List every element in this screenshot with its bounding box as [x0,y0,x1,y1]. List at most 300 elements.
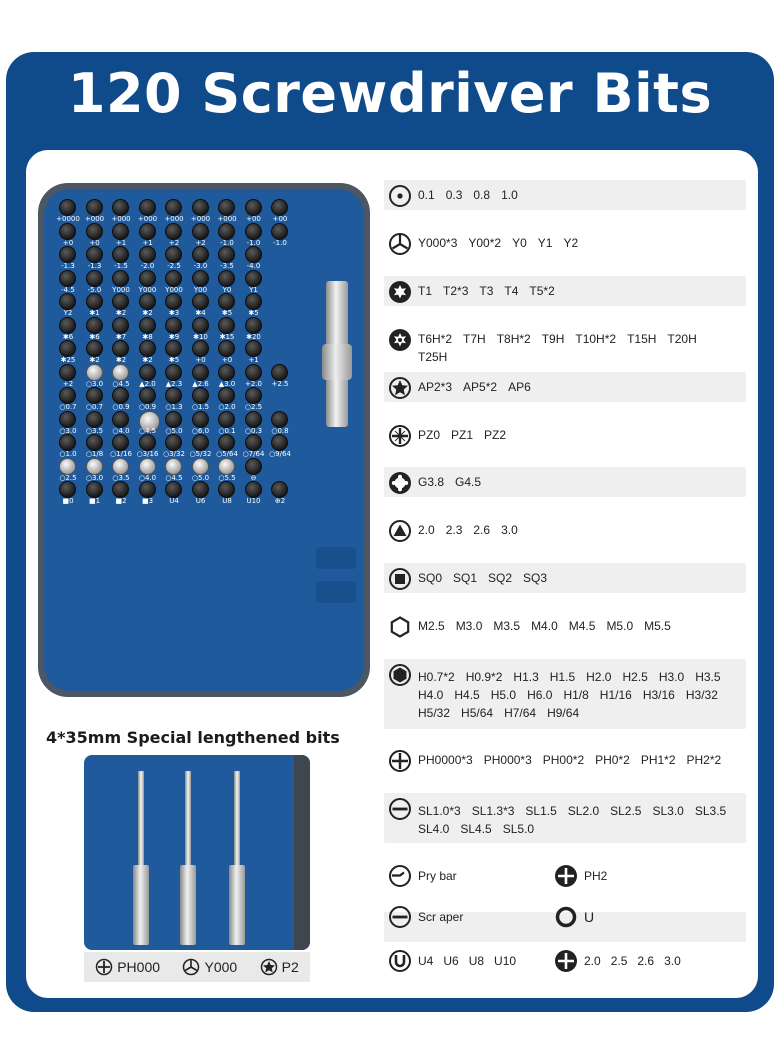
spec-value: 2.0 [584,954,601,968]
bit [59,481,76,498]
bit-label: ✱2 [89,356,100,364]
bit [59,293,76,310]
bit-label: ○6.0 [191,426,210,435]
pentalobe-icon [388,376,412,400]
bit-label: ○4.5 [165,473,183,482]
spec-value: 2.0 [418,523,435,537]
spec-value: H5/32 [418,706,451,720]
bit [86,199,103,216]
bit-label: ○4.0 [138,473,157,482]
bit-label: ▲2.6 [192,379,209,388]
spec-value: H3/16 [642,688,675,702]
page-title: 120 Screwdriver Bits [67,62,713,125]
spec-value: H4.5 [454,688,480,702]
spec-value: SL1.5 [525,804,557,818]
spec-value: H3.5 [695,670,721,684]
bit-label: +0 [221,356,233,364]
bit-label: ■3 [141,497,154,505]
bit-label: ▲2.0 [139,379,156,388]
spec-value: SL3.5 [694,804,727,818]
bit [192,340,209,357]
bit-label: -1.5 [114,262,128,270]
spec-values [418,467,492,491]
bit [245,434,262,451]
plus-values [584,954,691,968]
bit [218,364,235,381]
bit [218,223,235,240]
bit-label: U10 [246,497,261,505]
bit-label: -2.5 [167,262,181,270]
spec-u-ring [554,905,594,929]
spec-value: SL2.0 [567,804,600,818]
bit [245,364,262,381]
bit-label: ✱2 [142,309,153,317]
bit [165,364,182,381]
bit [165,317,182,334]
bit [139,223,156,240]
spec-value: 2.6 [473,523,491,537]
spec-values [418,659,746,722]
bit [192,458,209,475]
bit-label: -1.0 [220,238,234,247]
bit-label: +2 [195,238,206,247]
bit-label: Y000 [138,285,157,294]
bit [86,458,103,475]
tri-wing-icon [388,232,412,256]
bit [271,411,288,428]
bit-grid [56,199,296,505]
spec-value: T5*2 [529,284,555,298]
bit-label: +000 [164,215,184,223]
slotted-icon [388,797,412,821]
bit [112,434,129,451]
bit [271,364,288,381]
spec-values [418,180,529,204]
ph2-label: PH2 [584,869,608,883]
bit [192,246,209,263]
bit-label: ○7/64 [242,450,265,458]
bit-label: ✱20 [246,332,261,341]
spec-value: SQ3 [523,571,548,585]
spec-value: SL3.0 [652,804,684,818]
bit-label: Y2 [63,309,73,317]
spec-value: H0.9*2 [465,670,503,684]
spec-value: G4.5 [455,475,482,489]
spec-values [418,563,558,587]
spec-value: 3.0 [501,523,518,537]
spec-value: T8H*2 [496,332,531,346]
torx-icon [388,280,412,304]
bit [112,317,129,334]
spec-value: PH0000*3 [418,753,473,767]
spec-values [418,611,682,635]
bit [218,199,235,216]
spec-value: T3 [479,284,494,298]
bit-label: ○4.0 [112,426,130,435]
bit-row [56,411,296,435]
spec-value: SL4.0 [418,822,450,836]
bit-holder-hex [322,344,352,380]
spec-value: 2.3 [445,523,463,537]
bit [139,340,156,357]
bit [192,387,209,404]
spec-value: T25H [418,350,448,364]
spec-row [384,180,746,210]
bit [59,270,76,287]
bit-label: -1.3 [61,262,75,270]
bit [139,246,156,263]
spec-value: G3.8 [418,475,445,489]
bit-label: ✱10 [193,332,208,341]
bit [165,458,182,475]
bit-label: ○9/64 [269,450,291,458]
spec-row [384,659,746,729]
bit [112,270,129,287]
bit-row [56,481,296,505]
bit [86,223,103,240]
bit [86,481,103,498]
bit [59,246,76,263]
phillips-filled-icon [554,864,578,888]
spec-value: SL5.0 [502,822,535,836]
bit-row [56,293,296,317]
bit-label: ○4.5 [112,379,130,388]
bit-label: +2 [168,238,180,247]
spec-value: Y0 [512,236,527,250]
bit-label: -1.0 [246,238,261,247]
spec-value: PH00*2 [542,753,585,767]
bit [59,223,76,240]
bit [86,434,103,451]
bit-label: -4.0 [246,262,261,270]
bit [192,434,209,451]
legend-label: P2 [281,959,299,975]
spec-value: T9H [541,332,565,346]
bit-label: Y000 [165,285,183,294]
spec-value: M4.5 [568,619,596,633]
spec-values [418,420,517,444]
spec-value: SL2.5 [610,804,642,818]
bit [218,340,235,357]
bit [59,458,76,475]
bit-label: ○4.5 [138,426,157,435]
spec-row [384,745,746,775]
spec-value: H6.0 [527,688,553,702]
spec-value: PH1*2 [640,753,676,767]
bit [112,364,129,381]
bit-row [56,364,296,388]
u-shape-icon [388,949,412,973]
bit-label: ✱2 [115,309,127,317]
bit [86,270,103,287]
bit-label: ✱9 [168,332,180,341]
spec-value: AP2*3 [418,380,453,394]
bit [139,364,156,381]
bit [218,387,235,404]
bit [139,458,156,475]
spec-value: T20H [667,332,697,346]
spec-value: SL1.0*3 [418,804,461,818]
bit-label: +2.0 [245,379,262,388]
bit-label: ✱5 [221,309,233,317]
bit-label: ○0.3 [244,426,263,435]
long-bit-hex [229,865,245,945]
bit-label: ○2.0 [218,403,236,411]
bit [245,199,262,216]
bit-label: +1 [248,356,259,364]
bit-label: ○1/8 [85,450,104,458]
spec-value: H2.5 [622,670,648,684]
hex-icon [388,663,412,687]
bit-label: ▲3.0 [218,379,236,388]
spec-value: T7H [463,332,486,346]
spec-value: AP5*2 [463,380,498,394]
bit [112,223,129,240]
bit-label: -1.0 [273,238,287,247]
gear-bit-icon [388,471,412,495]
spec-value: PH000*3 [483,753,532,767]
spec-row [384,324,746,364]
bit-row [56,387,296,411]
bit-label: ✱25 [60,356,76,364]
bit-label: +000 [190,215,211,223]
bit [218,317,235,334]
spec-value: PZ1 [451,428,474,442]
lengthened-heading: 4*35mm Special lengthened bits [46,728,340,747]
bit [192,223,209,240]
spec-value: SQ0 [418,571,443,585]
legend-label: Y000 [204,959,238,975]
spec-value: U6 [443,954,459,968]
bit [271,481,288,498]
spec-value: H0.7*2 [418,670,455,684]
bit-label: ○1.3 [165,403,183,411]
phillips-icon [95,958,113,976]
pry-bar-label: Pry bar [418,869,457,883]
spec-value: 2.5 [610,954,628,968]
bit [59,340,76,357]
bit [245,270,262,287]
bit [165,387,182,404]
spec-value: H9/64 [547,706,580,720]
tri-wing-icon [182,958,200,976]
bit-label: ✱3 [168,309,180,317]
u-values [418,954,526,968]
bit-label: ○5/64 [216,450,238,458]
pozidriv-icon [388,424,412,448]
bit-label: ✱15 [219,332,235,341]
bit [245,387,262,404]
long-bit-hex [180,865,196,945]
bit [192,293,209,310]
bit [218,270,235,287]
bit [59,364,76,381]
bit [245,340,262,357]
spec-value: 1.0 [501,188,518,202]
bit [218,434,235,451]
spec-value: H1/16 [599,688,632,702]
spec-value: 2.6 [637,954,655,968]
spec-value: T15H [627,332,657,346]
bit-label: U8 [222,497,232,505]
spec-value: Y2 [563,236,579,250]
spec-row [384,420,746,450]
bit-label: ✱5 [248,309,259,317]
bit [245,481,262,498]
spec-row [384,228,746,258]
spec-scraper [388,905,463,929]
bit [218,481,235,498]
bit [112,199,129,216]
bit-label: ✱7 [115,332,127,341]
spec-value: M4.0 [531,619,558,633]
bit-label: +0 [195,356,206,364]
legend-p2 [260,958,299,976]
bit-label: +000 [217,215,237,223]
bit [165,270,182,287]
spec-value: H1.5 [549,670,576,684]
bit-label: +1 [115,238,127,247]
bit-row [56,317,296,341]
bit [165,481,182,498]
spec-value: Y000*3 [418,236,458,250]
bit-row [56,223,296,247]
bit [218,293,235,310]
bit-label: ✱6 [62,332,74,341]
bit-label: -3.0 [193,262,208,270]
spec-value: H5.0 [490,688,517,702]
bit-label: ○0.7 [85,403,104,411]
bit-label: +000 [111,215,131,223]
bit-label: ○3/16 [136,450,159,458]
hex-socket-icon [388,615,412,639]
spec-values [418,324,746,366]
spec-row [384,467,746,497]
spec-row [384,611,746,641]
bit-label: ■2 [115,497,127,505]
spec-value: M5.0 [606,619,634,633]
spec-value: H4.0 [418,688,444,702]
triangle-icon [388,519,412,543]
spec-value: SL4.5 [460,822,492,836]
bit [59,199,76,216]
spec-value: U10 [494,954,517,968]
bit [271,199,288,216]
bit [112,481,129,498]
bit [192,270,209,287]
bit [218,458,235,475]
spec-value: M3.5 [493,619,521,633]
spec-value: T6H*2 [418,332,453,346]
box-rim [294,755,310,950]
spec-value: Y00*2 [468,236,502,250]
bit [245,293,262,310]
bit-label: ✱1 [89,309,100,317]
bit-label: ⊖ [250,473,257,482]
bit [245,458,262,475]
bit-label: ○0.8 [271,426,289,435]
spec-value: 0.3 [445,188,463,202]
spec-value: U4 [418,954,434,968]
bit-row [56,270,296,294]
bit [86,340,103,357]
bit [192,411,209,428]
bit [139,434,156,451]
lengthened-legend [84,952,310,982]
bit-label: -1.3 [87,262,102,270]
bit [245,317,262,334]
spec-value: SQ2 [488,571,513,585]
bit [112,340,129,357]
bit-label: ▲2.3 [165,379,183,388]
bit-label: U6 [195,497,206,505]
bit-label: +2 [62,379,74,388]
spec-values [418,793,746,838]
lengthened-bits-box [84,755,310,950]
bit-label: -3.5 [220,262,234,270]
bit [192,481,209,498]
bit-label: Y00 [193,285,208,294]
spec-value: M2.5 [418,619,445,633]
spec-value: T4 [504,284,519,298]
dot-icon [388,184,412,208]
bit [112,387,129,404]
spec-value: H2.0 [586,670,612,684]
bit-case [44,189,364,691]
spec-values [418,745,732,769]
legend-label: PH000 [117,959,161,975]
bit-label: ✱8 [142,332,153,341]
bit [192,317,209,334]
bit [192,364,209,381]
spec-value: M5.5 [644,619,671,633]
bit [139,293,156,310]
bit-label: +000 [137,215,158,223]
spec-value: SQ1 [453,571,478,585]
bit-label: ○2.5 [59,473,77,482]
bit [245,411,262,428]
bit [271,223,288,240]
bit [112,458,129,475]
bit-label: ○5.0 [191,473,210,482]
spec-plus-bits [554,949,691,973]
phillips-icon [388,749,412,773]
bit-label: -5.0 [87,285,102,294]
bit-label: ○3.0 [59,426,77,435]
u-label: U [584,909,595,925]
bit-label: ○3.0 [85,473,104,482]
bit-label: ○0.7 [59,403,77,411]
spec-values [418,515,529,539]
bit [245,223,262,240]
spec-values [418,228,589,252]
bit-row [56,458,296,482]
spec-value: 0.1 [418,188,435,202]
bit [139,270,156,287]
spec-values [418,276,566,300]
bit [139,317,156,334]
spec-row [384,793,746,843]
bit [86,317,103,334]
spec-value: H3/32 [685,688,718,702]
bit-label: ⊕2 [274,497,286,505]
bit-label: +1 [142,238,153,247]
bit-label: ■1 [88,497,101,505]
bit [165,411,182,428]
spec-row [384,276,746,306]
bit-label: -2.0 [140,262,155,270]
bit-label: ○2.5 [244,403,263,411]
